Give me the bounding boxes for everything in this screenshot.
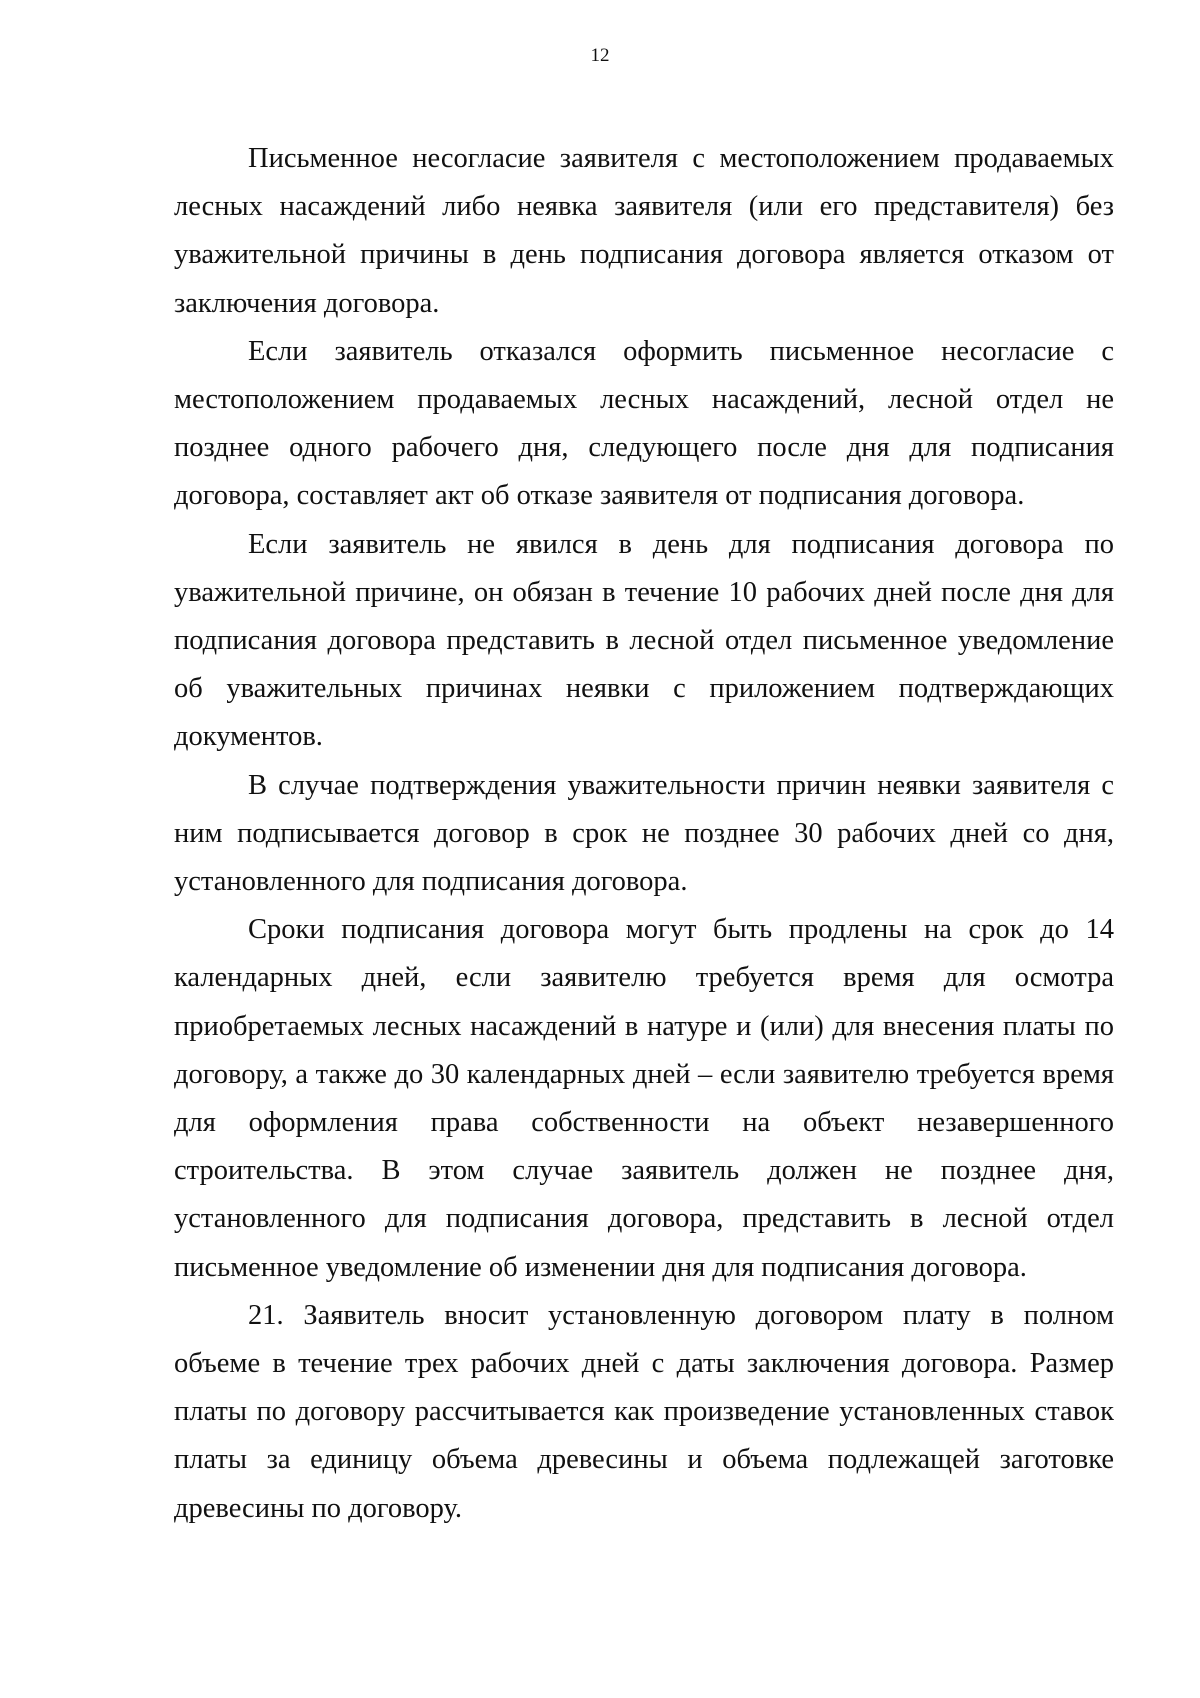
paragraph: Письменное несогласие заявителя с местоположением продаваемых лесных насаждений либо неявка заявителя (или его представителя) без уважительной причины в день подписания договора является отказом от заключения договора. — [174, 143, 1114, 319]
paragraph: В случае подтверждения уважительности причин неявки заявителя с ним подписывается договор в срок не позднее 30 рабочих дней со дня, установленного для подписания договора. — [174, 769, 1114, 898]
paragraph: Сроки подписания договора могут быть продлены на срок до 14 календарных дней, если заявителю требуется время для осмотра приобретаемых лесных насаждений в натуре и (или) для внесения платы по договору, а также до 30 календарных дней – если заявителю требуется время для оформления права собственности на объект незавершенного строительства. В этом случае заявитель должен не позднее дня, установленного для подписания договора, представить в лесной отдел письменное уведомление об изменении дня для подписания договора. — [174, 914, 1114, 1283]
paragraph: Если заявитель отказался оформить письменное несогласие с местоположением продаваемых лесных насаждений, лесной отдел не позднее одного рабочего дня, следующего после дня для подписания договора, составляет акт об отказе заявителя от подписания договора. — [174, 335, 1114, 512]
paragraph: Если заявитель не явился в день для подписания договора по уважительной причине, он обязан в течение 10 рабочих дней после дня для подписания договора представить в лесной отдел письменное уведомление об уважительных причинах неявки с приложением подтверждающих документов. — [174, 528, 1114, 753]
paragraph: 21. Заявитель вносит установленную договором плату в полном объеме в течение трех рабочих дней с даты заключения договора. Размер платы по договору рассчитывается как произведение установленных ставок платы за единицу объема древесины и объема подлежащей заготовке древесины по договору. — [174, 1299, 1114, 1524]
document-body — [174, 135, 1114, 1533]
page-number: 12 — [590, 45, 610, 66]
